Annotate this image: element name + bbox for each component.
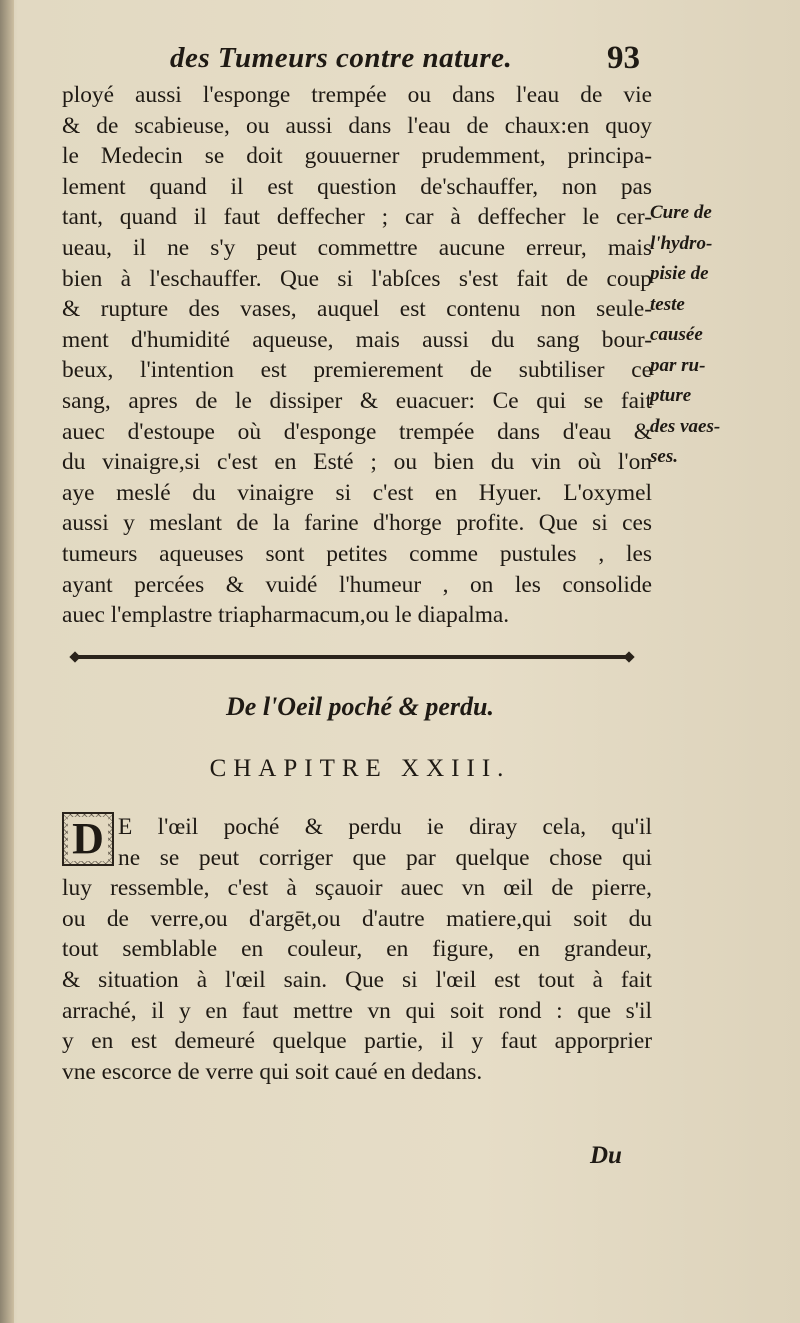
- text-line: ayant percées & vuidé l'humeur , on les consolide: [62, 571, 652, 598]
- margin-note-line: par ru-: [650, 354, 706, 376]
- text-line: aye meslé du vinaigre si c'est en Hyuer. L'oxymel: [62, 479, 652, 506]
- text-line: y en est demeuré quelque partie, il y faut apporprier: [62, 1028, 652, 1055]
- chapter-paragraph: [62, 812, 652, 1087]
- text-line: tumeurs aqueuses sont petites comme pustules , les: [62, 540, 652, 567]
- running-head: des Tumeurs contre nature.: [170, 42, 513, 74]
- text-line: ployé aussi l'esponge trempée ou dans l'eau de vie: [62, 82, 652, 108]
- text-line: vne escorce de verre qui soit caué en dedans.: [62, 1058, 483, 1085]
- text-line: beux, l'intention est premierement de subtiliser ce: [62, 357, 652, 384]
- margin-note-line: pture: [650, 385, 692, 406]
- page-number: 93: [607, 40, 640, 76]
- text-line: luy ressemble, c'est à sçauoir auec vn œil de pierre,: [62, 875, 652, 902]
- chapter-heading: CHAPITRE XXIII.: [209, 755, 511, 782]
- marginal-note: [650, 198, 738, 473]
- text-line: sang, apres de le dissiper & euacuer: Ce qui se fait: [62, 387, 652, 414]
- text-line: bien à l'eschauffer. Que si l'abſces s'est fait de coup: [62, 265, 652, 292]
- text-line: lement quand il est question de'schauffer, non pas: [62, 173, 652, 200]
- margin-note-line: des vaes-: [650, 415, 721, 437]
- text-line: ment d'humidité aqueuse, mais aussi du sang bour-: [62, 326, 652, 353]
- text-line: auec l'emplastre triapharmacum,ou le diapalma.: [62, 602, 510, 629]
- text-line: tout semblable en couleur, en figure, en grandeur,: [62, 936, 652, 963]
- text-line: du vinaigre,si c'est en Esté ; ou bien du vin où l'on: [62, 449, 652, 476]
- text-line: & situation à l'œil sain. Que si l'œil est tout à fait: [62, 966, 652, 993]
- text-line: ou de verre,ou d'argēt,ou d'autre matiere,qui soit du: [62, 905, 652, 932]
- text-line: auec d'estoupe où d'esponge trempée dans d'eau &: [62, 418, 652, 445]
- section-title: De l'Oeil poché & perdu.: [226, 692, 494, 721]
- text-line: & de scabieuse, ou aussi dans l'eau de chaux:en quoy: [62, 112, 652, 139]
- margin-note-line: teste: [650, 293, 685, 315]
- margin-note-line: ses.: [650, 446, 678, 467]
- margin-note-line: pisie de: [650, 263, 709, 284]
- paragraph-continuation: [62, 80, 652, 631]
- text-line: le Medecin se doit gouuerner prudemment, principa-: [62, 143, 652, 170]
- margin-note-line: causée: [650, 324, 703, 345]
- text-line: E l'œil poché & perdu ie diray cela, qu'il: [118, 814, 652, 840]
- text-line: & rupture des vases, auquel est contenu non seule-: [62, 296, 652, 323]
- text-line: aussi y meslant de la farine d'horge profite. Que si ces: [62, 510, 652, 537]
- margin-note-line: Cure de: [650, 202, 712, 223]
- text-line: ne se peut corriger que par quelque chose qui: [118, 844, 652, 871]
- margin-note-line: l'hydro-: [650, 232, 713, 254]
- text-line: ueau, il ne s'y peut commettre aucune erreur, mais: [62, 234, 652, 261]
- text-line: tant, quand il faut deffecher ; car à deffecher le cer-: [62, 204, 652, 231]
- text-line: arraché, il y en faut mettre vn qui soit rond : que s'il: [62, 997, 652, 1024]
- catchword: Du: [590, 1142, 622, 1169]
- drop-cap-letter: D: [68, 817, 108, 861]
- section-rule: [74, 655, 630, 659]
